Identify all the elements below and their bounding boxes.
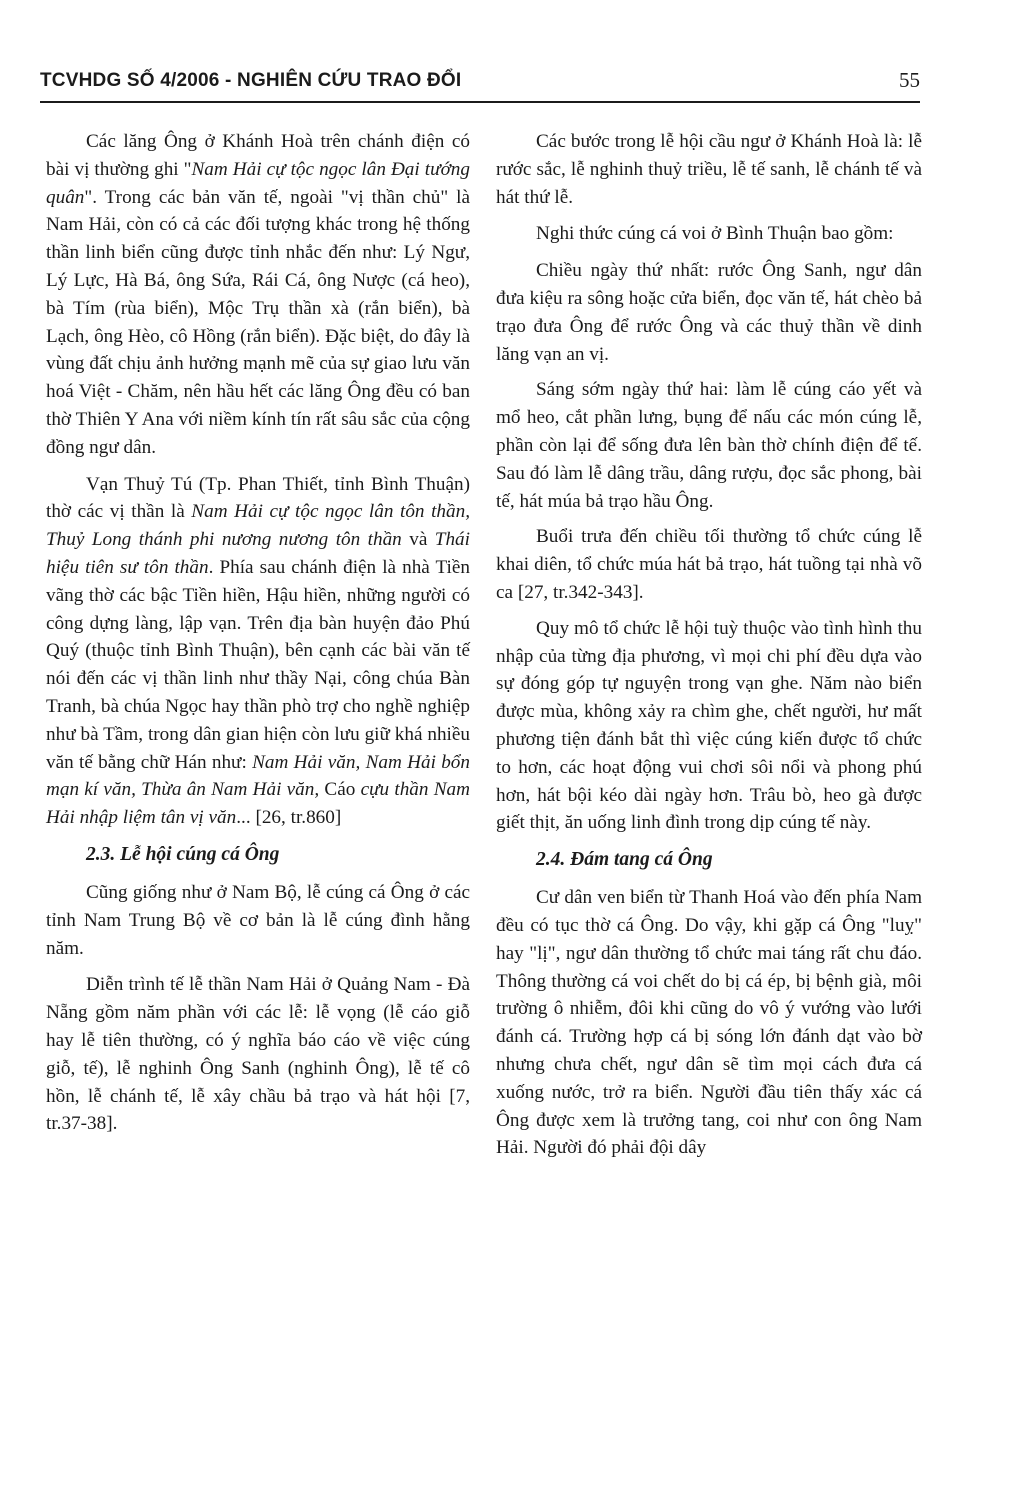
- paragraph: Các bước trong lễ hội cầu ngư ở Khánh Hoà là: lễ rước sắc, lễ nghinh thuỷ triều, lễ tế sanh, lễ chánh tế và hát thứ lễ.: [496, 131, 922, 208]
- paragraph: Nghi thức cúng cá voi ở Bình Thuận bao gồm:: [536, 223, 894, 245]
- paragraph: Cư dân ven biển từ Thanh Hoá vào đến phía Nam đều có tục thờ cá Ông. Do vậy, khi gặp cá Ông "luỵ" hay "lị", ngư dân thường tổ chức mai táng rất chu đáo. Thông thường cá voi chết do bị cá ép, bị bệnh già, môi trường ô nhiễm, đôi khi cũng do vô ý vướng vào lưới đánh cá. Trường hợp cá bị sóng lớn đánh dạt vào bờ nhưng chưa chết, ngư dân sẽ tìm mọi cách đưa cá xuống nước, trở ra biển. Người đầu tiên thấy xác cá Ông được xem là trưởng tang, coi như con ông Nam Hải. Người đó phải đội dây: [496, 887, 922, 1159]
- page-number: 55: [899, 68, 920, 92]
- right-column: [496, 128, 922, 1171]
- left-column: [46, 128, 470, 1147]
- header-rule: [40, 101, 920, 103]
- section-heading-2-3: 2.3. Lễ hội cúng cá Ông: [86, 843, 280, 865]
- paragraph: Cũng giống như ở Nam Bộ, lễ cúng cá Ông ở các tỉnh Nam Trung Bộ về cơ bản là lễ cúng đình hằng năm.: [46, 881, 470, 959]
- paragraph: Buổi trưa đến chiều tối thường tổ chức cúng lễ khai diên, tổ chức múa hát bả trạo, hát tuồng tại nhà võ ca [27, tr.342-343].: [496, 526, 922, 603]
- journal-title: TCVHDG SỐ 4/2006 - NGHIÊN CỨU TRAO ĐỔI: [40, 70, 462, 91]
- paragraph: Các lăng Ông ở Khánh Hoà trên chánh điện có bài vị thường ghi "Nam Hải cự tộc ngọc lân Đại tướng quân". Trong các bản văn tế, ngoài "vị thần chủ" là Nam Hải, còn có cả các đối tượng khác trong hệ thống thần linh biển cũng được tỉnh nhắc đến như: Lý Ngư, Lý Lực, Hà Bá, ông Sứa, Rái Cá, ông Nược (cá heo), bà Tím (rùa biển), Mộc Trụ thần xà (rắn biển), bà Lạch, ông Hèo, cô Hồng (rắn biển). Đặc biệt, do đây là vùng đất chịu ảnh hưởng mạnh mẽ của sự giao lưu văn hoá Việt - Chăm, nên hầu hết các lăng Ông đều có ban thờ Thiên Y Ana với niềm kính tín rất sâu sắc của cộng đồng ngư dân.: [46, 131, 470, 458]
- running-header: [40, 70, 920, 96]
- section-heading-2-4: 2.4. Đám tang cá Ông: [536, 849, 713, 871]
- paragraph: Sáng sớm ngày thứ hai: làm lễ cúng cáo yết và mổ heo, cắt phần lưng, bụng để nấu các món cúng lễ, phần còn lại để sống đưa lên bàn thờ chính điện để tế. Sau đó làm lễ dâng trầu, dâng rượu, đọc sắc phong, bài tế, hát múa bả trạo hầu Ông.: [496, 379, 922, 512]
- paragraph: Diễn trình tế lễ thần Nam Hải ở Quảng Nam - Đà Nẵng gồm năm phần với các lễ: lễ vọng (lễ cáo giỗ hay lễ tiên thường, có ý nghĩa báo cáo về việc cúng giỗ, tế), lễ nghinh Ông Sanh (nghinh Ông), lễ tế cô hồn, lễ chánh tế, lễ xây chầu bả trạo và hát hội [7, tr.37-38].: [46, 974, 470, 1135]
- paragraph: Chiều ngày thứ nhất: rước Ông Sanh, ngư dân đưa kiệu ra sông hoặc cửa biển, đọc văn tế, hát chèo bả trạo đưa Ông để rước Ông và các thuỷ thần về dinh lăng vạn an vị.: [496, 260, 922, 365]
- paragraph: Vạn Thuỷ Tú (Tp. Phan Thiết, tỉnh Bình Thuận) thờ các vị thần là Nam Hải cự tộc ngọc lân tôn thần, Thuỷ Long thánh phi nương nương tôn thần và Thái hiệu tiên sư tôn thần. Phía sau chánh điện là nhà Tiền vãng thờ các bậc Tiền hiền, Hậu hiền, những người có công dựng làng, lập vạn. Trên địa bàn huyện đảo Phú Quý (thuộc tỉnh Bình Thuận), bên cạnh các bài văn tế nói đến các vị thần linh như thầy Nại, công chúa Bàn Tranh, bà chúa Ngọc hay thần phò trợ cho nghề nghiệp như bà Tầm, trong dân gian hiện còn lưu giữ khá nhiều văn tế bằng chữ Hán như: Nam Hải văn, Nam Hải bổn mạn kí văn, Thừa ân Nam Hải văn, Cáo cựu thần Nam Hải nhập liệm tân vị văn... [26, tr.860]: [46, 473, 470, 829]
- paragraph: Quy mô tổ chức lễ hội tuỳ thuộc vào tình hình thu nhập của từng địa phương, vì mọi chi phí đều dựa vào sự đóng góp tự nguyện trong vạn ghe. Năm nào biển được mùa, không xảy ra chìm ghe, chết người, hư mất phương tiện đánh bắt thì việc cúng kiến được tổ chức to hơn, các hoạt động vui chơi sôi nổi và phong phú hơn, hát bội kéo dài ngày hơn. Trâu bò, heo gà được giết thịt, ăn uống linh đình trong dịp cúng tế này.: [496, 617, 922, 834]
